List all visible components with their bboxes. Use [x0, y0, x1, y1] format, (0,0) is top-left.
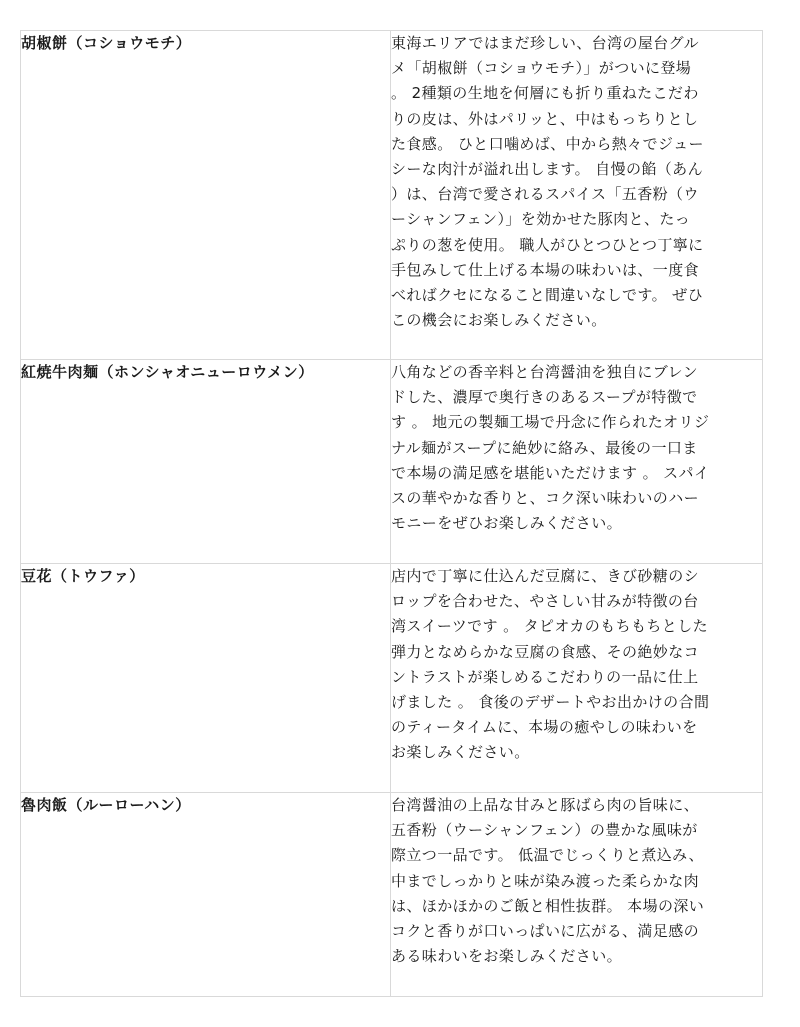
table-row: [21, 564, 763, 793]
menu-item-description: 店内で丁寧に仕込んだ豆腐に、きび砂糖のシ ロップを合わせた、やさしい甘みが特徴の台 湾スイーツです 。 タピオカのもちもちとした 弾力となめらかな豆腐の食感、その絶妙なコ ントラストが楽しめるこだわりの一品に仕上 げました 。 食後のデザートやお出かけの合間 のティータイムに、本場の癒やしの味わいを お楽しみください。: [391, 564, 763, 793]
menu-item-name: 紅焼牛肉麺（ホンシャオニューロウメン）: [21, 360, 391, 564]
menu-item-description: 八角などの香辛料と台湾醤油を独自にブレン ドした、濃厚で奥行きのあるスープが特徴で す 。 地元の製麺工場で丹念に作られたオリジ ナル麺がスープに絶妙に絡み、最後の一口ま で本場の満足感を堪能いただけます 。 スパイ スの華やかな香りと、コク深い味わいのハー モニーをぜひお楽しみください。: [391, 360, 763, 564]
menu-item-name: 魯肉飯（ルーローハン）: [21, 793, 391, 997]
table-row: [21, 793, 763, 997]
table-row: [21, 31, 763, 360]
menu-item-name: 豆花（トウファ）: [21, 564, 391, 793]
menu-item-name: 胡椒餅（コショウモチ）: [21, 31, 391, 360]
menu-item-description: 台湾醤油の上品な甘みと豚ばら肉の旨味に、 五香粉（ウーシャンフェン）の豊かな風味が 際立つ一品です。 低温でじっくりと煮込み、 中までしっかりと味が染み渡った柔らかな肉 は、ほかほかのご飯と相性抜群。 本場の深い コクと香りが口いっぱいに広がる、満足感の ある味わいをお楽しみください。: [391, 793, 763, 997]
menu-table: [20, 30, 763, 997]
menu-item-description: 東海エリアではまだ珍しい、台湾の屋台グル メ「胡椒餅（コショウモチ）」がついに登場 。 2種類の生地を何層にも折り重ねたこだわ りの皮は、外はパリッと、中はもっちりとし た食感。 ひと口噛めば、中から熱々でジュー シーな肉汁が溢れ出します。 自慢の餡（あん ）は、台湾で愛されるスパイス「五香粉（ウ ーシャンフェン）」を効かせた豚肉と、たっ ぷりの葱を使用。 職人がひとつひとつ丁寧に 手包みして仕上げる本場の味わいは、一度食 べればクセになること間違いなしです。 ぜひ この機会にお楽しみください。: [391, 31, 763, 360]
table-row: [21, 360, 763, 564]
